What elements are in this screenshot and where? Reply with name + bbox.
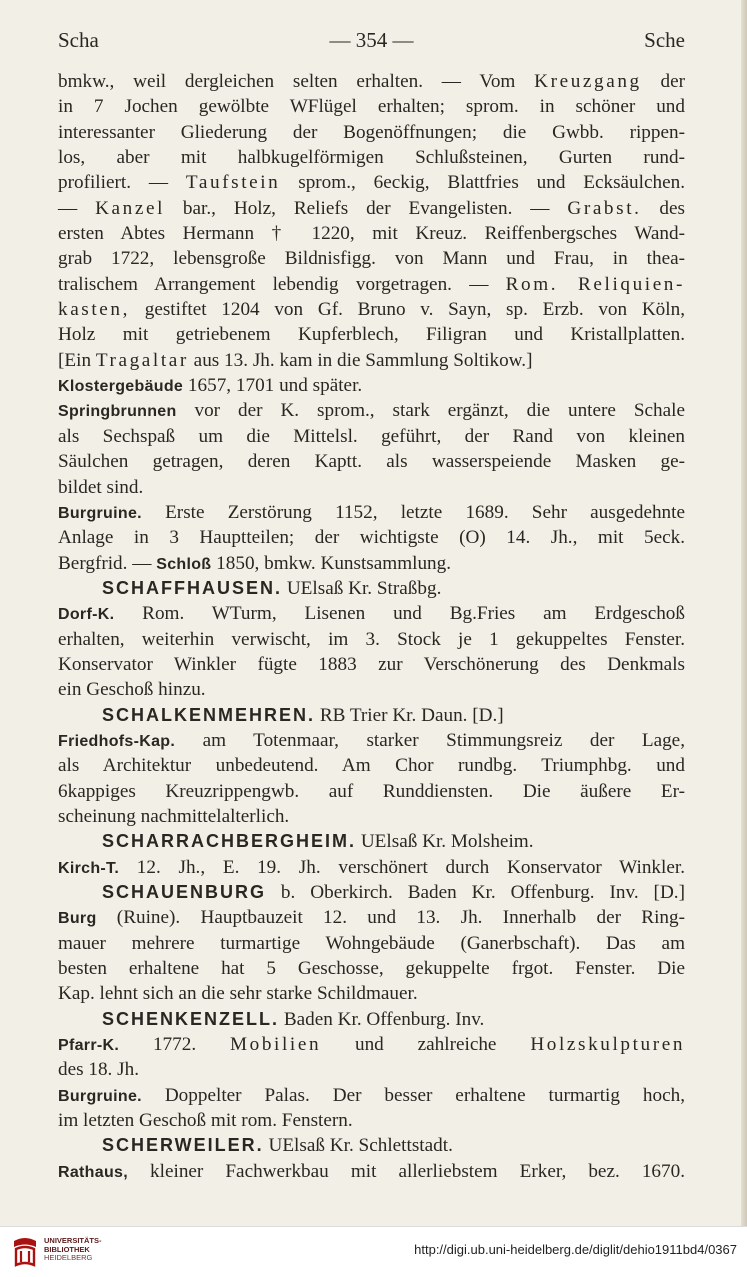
text-line: Dorf-K. Rom. WTurm, Lisenen und Bg.Fries am Erdgeschoß bbox=[58, 603, 685, 625]
entry-keyword: Burg bbox=[58, 910, 97, 928]
text-line: Anlage in 3 Hauptteilen; der wichtigste (O) 14. Jh., mit 5eck. bbox=[58, 527, 685, 549]
text-line: interessanter Gliederung der Bogenöffnungen; die Gwbb. rippen- bbox=[58, 121, 685, 143]
place-heading: SCHAFFHAUSEN. bbox=[102, 577, 283, 598]
text-line: Bergfrid. — Schloß 1850, bmkw. Kunstsammlung. bbox=[58, 552, 452, 574]
text-line: profiliert. — Taufstein sprom., 6eckig, Blattfries und Ecksäulchen. bbox=[58, 172, 685, 194]
running-head bbox=[58, 28, 685, 53]
library-name: UNIVERSITÄTS- BIBLIOTHEK HEIDELBERG bbox=[44, 1236, 102, 1263]
place-heading: SCHALKENMEHREN. bbox=[102, 704, 316, 725]
text-line: SCHAFFHAUSEN. UElsaß Kr. Straßbg. bbox=[102, 577, 442, 599]
entry-keyword: Rathaus, bbox=[58, 1163, 128, 1181]
page-edge bbox=[741, 0, 747, 1230]
entry-keyword: Kirch-T. bbox=[58, 859, 120, 877]
page-number: — 354 — bbox=[329, 28, 414, 52]
entry-keyword: Schloß bbox=[156, 555, 212, 573]
text-line: besten erhaltene hat 5 Geschosse, gekuppelte frgot. Fenster. Die bbox=[58, 958, 685, 980]
footer-bar bbox=[0, 1226, 747, 1277]
text-line: erhalten, weiterhin verwischt, im 3. Stock je 1 gekuppeltes Fenster. bbox=[58, 628, 685, 650]
text-line: kasten, gestiftet 1204 von Gf. Bruno v. Sayn, sp. Erzb. von Köln, bbox=[58, 299, 685, 321]
body-text bbox=[58, 69, 685, 1184]
text-line: Rathaus, kleiner Fachwerkbau mit allerliebstem Erker, bez. 1670. bbox=[58, 1160, 685, 1182]
text-line: SCHALKENMEHREN. RB Trier Kr. Daun. [D.] bbox=[102, 704, 504, 726]
text-line: — Kanzel bar., Holz, Reliefs der Evangelisten. — Grabst. des bbox=[58, 197, 686, 219]
source-url-link[interactable]: http://digi.ub.uni-heidelberg.de/diglit/dehio1911bd4/0367 bbox=[414, 1242, 737, 1257]
text-line: als Sechspaß um die Mittelsl. geführt, der Rand von kleinen bbox=[58, 425, 685, 447]
entry-keyword: Pfarr-K. bbox=[58, 1037, 120, 1055]
entry-keyword: Dorf-K. bbox=[58, 606, 115, 624]
text-line: Klostergebäude 1657, 1701 und später. bbox=[58, 375, 363, 397]
text-line: bmkw., weil dergleichen selten erhalten. — Vom Kreuzgang der bbox=[58, 71, 686, 92]
text-line: Kap. lehnt sich an die sehr starke Schildmauer. bbox=[58, 983, 418, 1005]
text-line: im letzten Geschoß mit rom. Fenstern. bbox=[58, 1110, 353, 1132]
text-line: grab 1722, lebensgroße Bildnisfigg. von Mann und Frau, in thea- bbox=[58, 248, 685, 270]
text-line: Burg (Ruine). Hauptbauzeit 12. und 13. Jh. Innerhalb der Ring- bbox=[58, 907, 685, 929]
place-heading: SCHARRACHBERGHEIM. bbox=[102, 831, 357, 852]
entry-keyword: Klostergebäude bbox=[58, 378, 184, 396]
text-line: in 7 Jochen gewölbte WFlügel erhalten; sprom. in schöner und bbox=[58, 96, 685, 118]
place-heading: SCHENKENZELL. bbox=[102, 1008, 280, 1029]
text-line: des 18. Jh. bbox=[58, 1059, 140, 1081]
library-logo-icon bbox=[10, 1237, 40, 1269]
text-line: [Ein Tragaltar aus 13. Jh. kam in die Sammlung Soltikow.] bbox=[58, 349, 533, 371]
text-line: Friedhofs-Kap. am Totenmaar, starker Stimmungsreiz der Lage, bbox=[58, 729, 685, 751]
entry-keyword: Friedhofs-Kap. bbox=[58, 732, 176, 750]
entry-keyword: Springbrunnen bbox=[58, 403, 177, 421]
text-line: ein Geschoß hinzu. bbox=[58, 679, 206, 701]
text-line: Kirch-T. 12. Jh., E. 19. Jh. verschönert durch Konservator Winkler. bbox=[58, 856, 685, 878]
place-heading: SCHAUENBURG bbox=[102, 882, 267, 902]
text-line: SCHAUENBURG b. Oberkirch. Baden Kr. Offenburg. Inv. [D.] bbox=[102, 882, 685, 903]
text-line: Konservator Winkler fügte 1883 zur Verschönerung des Denkmals bbox=[58, 653, 685, 675]
text-line: Springbrunnen vor der K. sprom., stark ergänzt, die untere Schale bbox=[58, 400, 685, 422]
entry-keyword: Burgruine. bbox=[58, 504, 142, 522]
text-line: Pfarr-K. 1772. Mobilien und zahlreiche Holzskulpturen bbox=[58, 1034, 686, 1056]
text-line: 6kappiges Kreuzrippengwb. auf Runddiensten. Die äußere Er- bbox=[58, 780, 685, 802]
text-line: SCHARRACHBERGHEIM. UElsaß Kr. Molsheim. bbox=[102, 831, 534, 853]
text-line: tralischem Arrangement lebendig vorgetragen. — Rom. Reliquien- bbox=[58, 273, 685, 295]
text-line: Burgruine. Doppelter Palas. Der besser erhaltene turmartig hoch, bbox=[58, 1084, 685, 1106]
text-line: als Architektur unbedeutend. Am Chor rundbg. Triumphbg. und bbox=[58, 755, 685, 777]
running-head-right: Sche bbox=[644, 28, 685, 52]
text-line: scheinung nachmittelalterlich. bbox=[58, 805, 290, 827]
text-line: Holz mit getriebenem Kupferblech, Filigran und Kristallplatten. bbox=[58, 324, 685, 346]
running-head-left: Scha bbox=[58, 28, 99, 52]
text-line: ersten Abtes Hermann † 1220, mit Kreuz. Reiffenbergsches Wand- bbox=[58, 223, 685, 245]
text-line: SCHENKENZELL. Baden Kr. Offenburg. Inv. bbox=[102, 1008, 485, 1030]
text-line: bildet sind. bbox=[58, 476, 144, 498]
entry-keyword: Burgruine. bbox=[58, 1087, 142, 1105]
text-line: Burgruine. Erste Zerstörung 1152, letzte 1689. Sehr ausgedehnte bbox=[58, 501, 685, 523]
text-line: SCHERWEILER. UElsaß Kr. Schlettstadt. bbox=[102, 1135, 453, 1157]
text-line: mauer mehrere turmartige Wohngebäude (Ganerbschaft). Das am bbox=[58, 932, 685, 954]
place-heading: SCHERWEILER. bbox=[102, 1135, 264, 1156]
text-line: Säulchen getragen, deren Kaptt. als wasserspeiende Masken ge- bbox=[58, 451, 685, 473]
text-line: los, aber mit halbkugelförmigen Schlußsteinen, Gurten rund- bbox=[58, 147, 685, 169]
